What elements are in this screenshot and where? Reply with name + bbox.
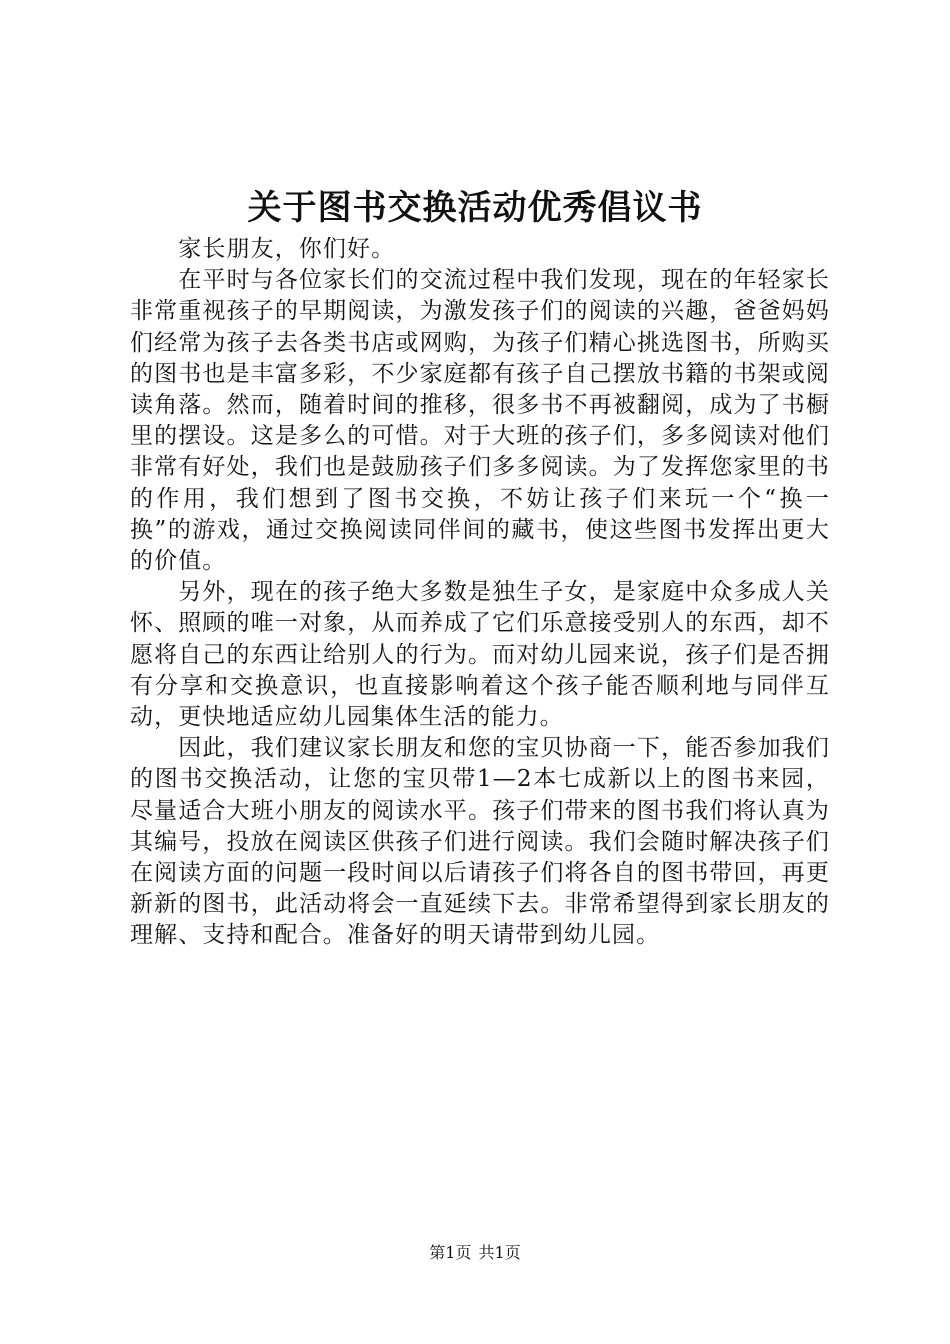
body-paragraph-1: 在平时与各位家长们的交流过程中我们发现，现在的年轻家长非常重视孩子的早期阅读，为激发孩子们的阅读的兴趣，爸爸妈妈们经常为孩子去各类书店或网购，为孩子们精心挑选图书，所购买的图书也是丰富多彩，不少家庭都有孩子自己摆放书籍的书架或阅读角落。然而，随着时间的推移，很多书不再被翻阅，成为了书橱里的摆设。这是多么的可惜。对于大班的孩子们，多多阅读对他们非常有好处，我们也是鼓励孩子们多多阅读。为了发挥您家里的书的作用，我们想到了图书交换，不妨让孩子们来玩一个“换一换”的游戏，通过交换阅读同伴间的藏书，使这些图书发挥出更大的价值。	[130, 267, 830, 575]
greeting-paragraph: 家长朋友，你们好。	[178, 236, 396, 262]
document-title: 关于图书交换活动优秀倡议书	[247, 188, 703, 228]
document-body	[130, 234, 830, 952]
body-paragraph-3: 因此，我们建议家长朋友和您的宝贝协商一下，能否参加我们的图书交换活动，让您的宝贝带1—2本七成新以上的图书来园，尽量适合大班小朋友的阅读水平。孩子们带来的图书我们将认真为其编号，投放在阅读区供孩子们进行阅读。我们会随时解决孩子们在阅读方面的问题一段时间以后请孩子们将各自的图书带回，再更新新的图书，此活动将会一直延续下去。非常希望得到家长朋友的理解、支持和配合。准备好的明天请带到幼儿园。	[130, 735, 830, 949]
page-number-footer: 第1页 共1页	[429, 1243, 521, 1262]
body-paragraph-2: 另外，现在的孩子绝大多数是独生子女，是家庭中众多成人关怀、照顾的唯一对象，从而养成了它们乐意接受别人的东西，却不愿将自己的东西让给别人的行为。而对幼儿园来说，孩子们是否拥有分享和交换意识，也直接影响着这个孩子能否顺利地与同伴互动，更快地适应幼儿园集体生活的能力。	[130, 579, 830, 731]
